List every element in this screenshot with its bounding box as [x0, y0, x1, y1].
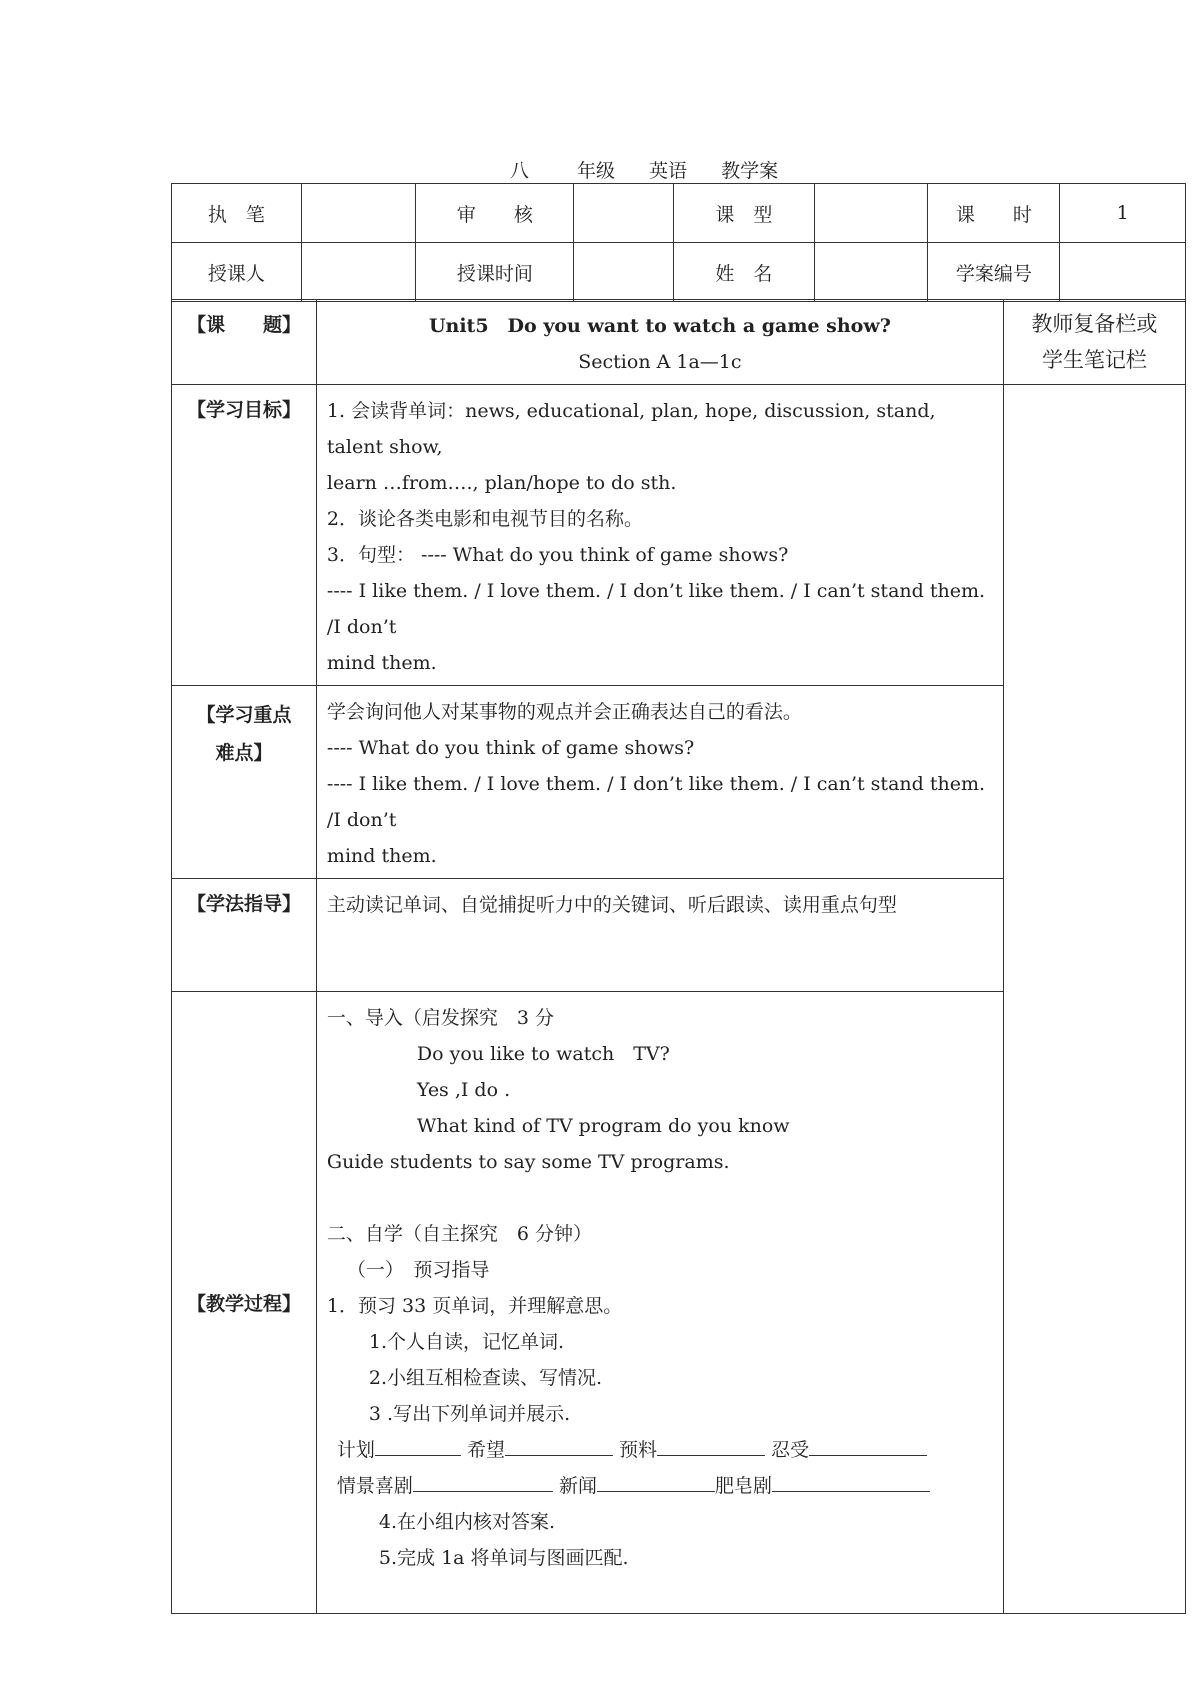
intro-heading: 一、导入（启发探究 3 分 [326, 1007, 555, 1029]
notes-column[interactable] [1003, 385, 1185, 1614]
main-table [171, 299, 1186, 1614]
step-1-1: 1.个人自读，记忆单词. [368, 1331, 565, 1353]
word-label: 忍受 [771, 1439, 810, 1461]
word-blanks-row-2 [327, 1468, 993, 1504]
goals-line: learn …from…., plan/hope to do sth. [326, 472, 677, 494]
title-grade: 八 [509, 160, 529, 182]
method-text: 主动读记单词、自觉捕捉听力中的关键词、听后跟读、读用重点句型 [326, 894, 897, 916]
header-value-reviewer[interactable] [574, 184, 674, 243]
goals-line: mind them. [326, 652, 437, 674]
goals-label: 【学习目标】 [172, 385, 317, 686]
title-type: 教学案 [721, 160, 779, 182]
step-1-3: 3 .写出下列单词并展示. [368, 1403, 571, 1425]
header-value-time[interactable] [574, 243, 674, 302]
title-subject: 英语 [649, 160, 688, 182]
goals-line: 3．句型： ---- What do you think of game shows? [326, 544, 789, 566]
notes-header [1003, 300, 1185, 385]
header-label: 授课时间 [416, 243, 574, 302]
key-points-line: 学会询问他人对某事物的观点并会正确表达自己的看法。 [326, 701, 802, 723]
header-label: 审 核 [416, 184, 574, 243]
topic-content [316, 300, 1003, 385]
header-row-2 [172, 243, 1186, 302]
goals-line: ---- I like them. / I love them. / I don’t like them. / I can’t stand them. /I don’t [326, 580, 986, 638]
header-row-1 [172, 184, 1186, 243]
goals-row [172, 385, 1186, 686]
header-label: 姓 名 [673, 243, 814, 302]
goals-line: 2．谈论各类电影和电视节目的名称。 [326, 508, 644, 530]
step-1: 1．预习 33 页单词，并理解意思。 [326, 1295, 623, 1317]
header-label: 课 时 [928, 184, 1060, 243]
word-label: 计划 [336, 1439, 375, 1461]
key-points-label [172, 686, 317, 879]
title-grade-suffix: 年级 [576, 160, 615, 182]
word-blank[interactable] [505, 1433, 613, 1456]
key-points-label-line: 难点】 [215, 742, 273, 764]
key-points-line: ---- I like them. / I love them. / I don’t like them. / I can’t stand them. /I don’t [326, 773, 986, 831]
step-1-2: 2.小组互相检查读、写情况. [368, 1367, 603, 1389]
key-points-label-line: 【学习重点 [196, 704, 292, 726]
intro-guide: Guide students to say some TV programs. [326, 1151, 730, 1173]
method-label: 【学法指导】 [172, 879, 317, 992]
word-blank[interactable] [772, 1469, 930, 1492]
header-value-name[interactable] [814, 243, 928, 302]
word-blank[interactable] [809, 1433, 927, 1456]
page-title [0, 156, 1200, 183]
header-label: 执 笔 [172, 184, 302, 243]
preview-heading: （一） 预习指导 [346, 1259, 490, 1281]
word-blank[interactable] [413, 1469, 553, 1492]
header-value-author[interactable] [301, 184, 416, 243]
key-points-line: mind them. [326, 845, 437, 867]
word-blanks-row-1 [327, 1432, 993, 1468]
process-label: 【教学过程】 [172, 992, 317, 1614]
topic-row [172, 300, 1186, 385]
word-blank[interactable] [597, 1469, 715, 1492]
header-value-teacher[interactable] [301, 243, 416, 302]
goals-content [316, 385, 1003, 686]
word-label: 新闻 [558, 1475, 597, 1497]
word-label: 希望 [466, 1439, 505, 1461]
intro-question: Do you like to watch TV? [416, 1043, 670, 1065]
intro-answer: Yes ,I do . [416, 1079, 511, 1101]
word-blank[interactable] [375, 1433, 461, 1456]
key-points-line: ---- What do you think of game shows? [326, 737, 695, 759]
header-value-lesson-type[interactable] [814, 184, 928, 243]
topic-title: Unit5 Do you want to watch a game show? [428, 315, 891, 337]
word-label: 肥皂剧 [715, 1475, 773, 1497]
process-content [316, 992, 1003, 1614]
word-label: 预料 [619, 1439, 658, 1461]
spacer [327, 1180, 993, 1216]
word-blank[interactable] [657, 1433, 765, 1456]
method-content [316, 879, 1003, 992]
topic-subtitle: Section A 1a—1c [578, 351, 742, 373]
step-1-4: 4.在小组内核对答案. [378, 1511, 556, 1533]
header-label: 授课人 [172, 243, 302, 302]
key-points-content [316, 686, 1003, 879]
goals-line: 1. 会读背单词：news, educational, plan, hope, discussion, stand, talent show, [326, 400, 936, 458]
header-value-plan-number[interactable] [1060, 243, 1186, 302]
self-study-heading: 二、自学（自主探究 6 分钟） [326, 1223, 593, 1245]
header-value-periods[interactable]: 1 [1060, 184, 1186, 243]
intro-question: What kind of TV program do you know [416, 1115, 790, 1137]
header-table [171, 183, 1186, 302]
header-label: 学案编号 [928, 243, 1060, 302]
step-1-5: 5.完成 1a 将单词与图画匹配. [378, 1547, 629, 1569]
notes-header-line: 学生笔记栏 [1041, 348, 1147, 372]
header-label: 课 型 [673, 184, 814, 243]
notes-header-line: 教师复备栏或 [1031, 312, 1158, 336]
word-label: 情景喜剧 [336, 1475, 413, 1497]
topic-label: 【课 题】 [172, 300, 317, 385]
